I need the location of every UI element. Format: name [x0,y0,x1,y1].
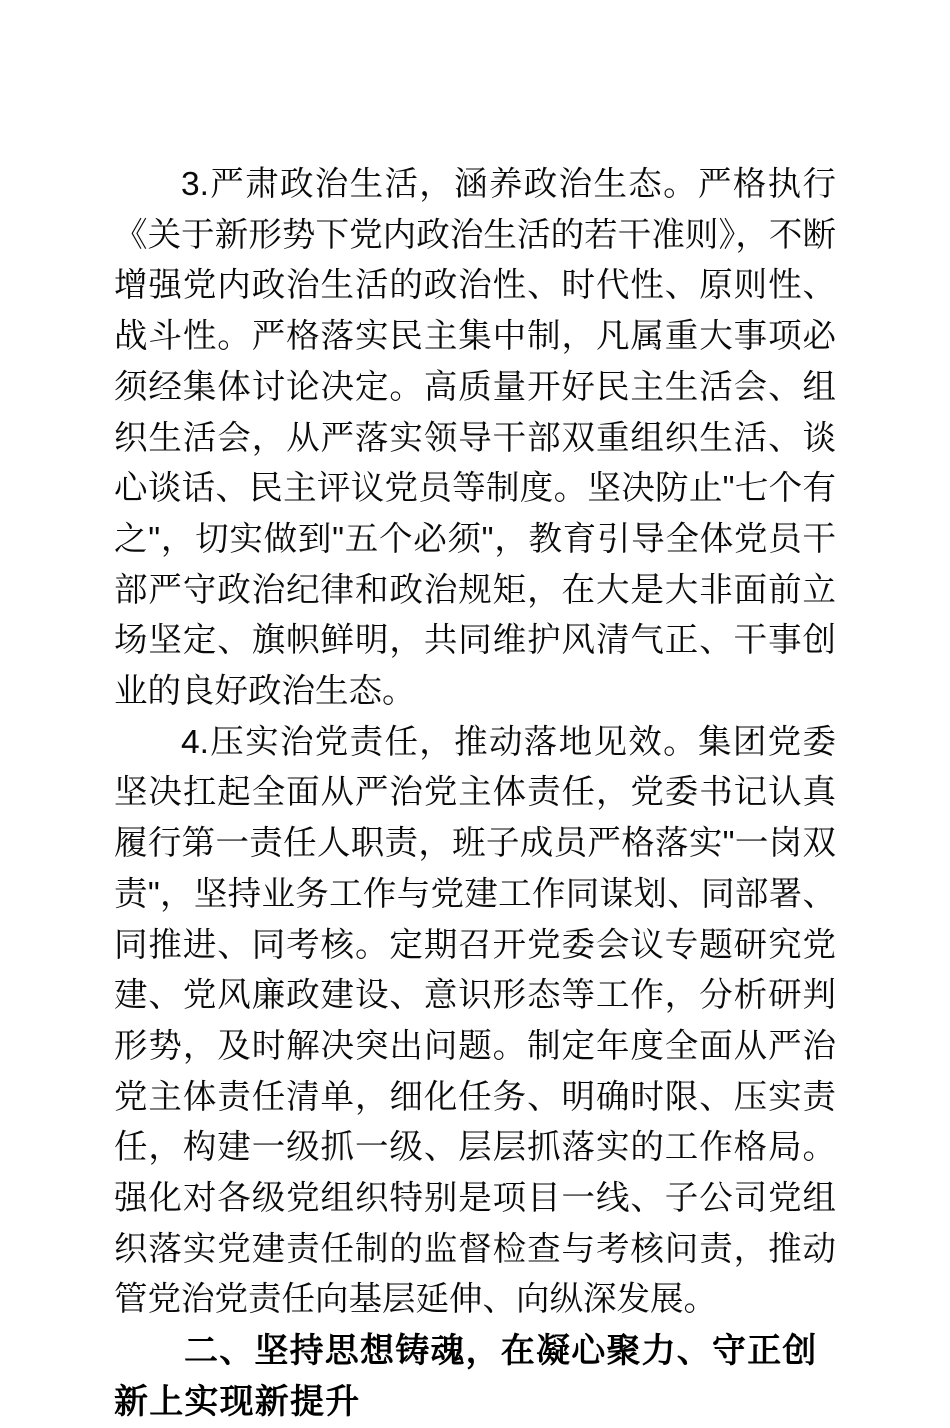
document-body [114,160,836,1428]
section-heading-two: 二、坚持思想铸魂，在凝心聚力、守正创新上实现新提升 [114,1331,818,1422]
paragraph-item-4: 4.压实治党责任，推动落地见效。集团党委坚决扛起全面从严治党主体责任，党委书记认真履行第一责任人职责，班子成员严格落实"一岗双责"，坚持业务工作与党建工作同谋划、同部署、同推进、同考核。定期召开党委会议专题研究党建、党风廉政建设、意识形态等工作，分析研判形势，及时解决突出问题。制定年度全面从严治党主体责任清单，细化任务、明确时限、压实责任，构建一级抓一级、层层抓落实的工作格局。强化对各级党组织特别是项目一线、子公司党组织落实党建责任制的监督检查与考核问责，推动管党治党责任向基层延伸、向纵深发展。 [114,723,836,1319]
paragraph-item-3: 3.严肃政治生活，涵养政治生态。严格执行《关于新形势下党内政治生活的若干准则》，不断增强党内政治生活的政治性、时代性、原则性、战斗性。严格落实民主集中制，凡属重大事项必须经集体讨论决定。高质量开好民主生活会、组织生活会，从严落实领导干部双重组织生活、谈心谈话、民主评议党员等制度。坚决防止"七个有之"，切实做到"五个必须"，教育引导全体党员干部严守政治纪律和政治规矩，在大是大非面前立场坚定、旗帜鲜明，共同维护风清气正、干事创业的良好政治生态。 [114,166,836,711]
